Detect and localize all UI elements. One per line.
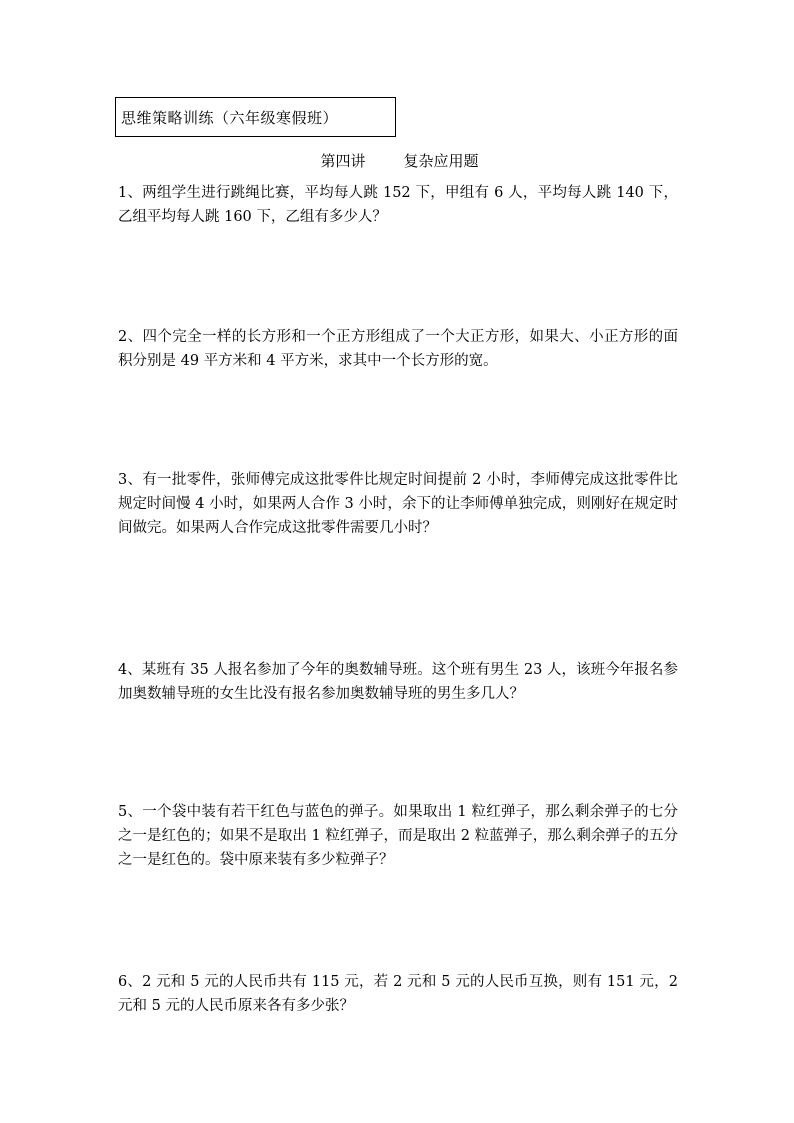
problem-number: 2、 bbox=[118, 329, 143, 345]
problem-text: 四个完全一样的长方形和一个正方形组成了一个大正方形，如果大、小正方形的面积分别是 49 平方米和 4 平方米，求其中一个长方形的宽。 bbox=[118, 329, 678, 369]
problem-text: 某班有 35 人报名参加了今年的奥数辅导班。这个班有男生 23 人，该班今年报名参加奥数辅导班的女生比没有报名参加奥数辅导班的男生多几人？ bbox=[118, 662, 678, 702]
problem-number: 6、 bbox=[118, 974, 143, 990]
problem-3 bbox=[118, 468, 678, 540]
problem-text: 有一批零件，张师傅完成这批零件比规定时间提前 2 小时，李师傅完成这批零件比规定时间慢 4 小时，如果两人合作 3 小时，余下的让李师傅单独完成，则刚好在规定时间做完。如果两人合作完成这批零件需要几小时？ bbox=[118, 472, 678, 536]
problem-1 bbox=[118, 181, 678, 229]
problem-text: 一个袋中装有若干红色与蓝色的弹子。如果取出 1 粒红弹子，那么剩余弹子的七分之一是红色的；如果不是取出 1 粒红弹子，而是取出 2 粒蓝弹子，那么剩余弹子的五分之一是红色的。袋中原来装有多少粒弹子？ bbox=[118, 804, 678, 868]
problem-4 bbox=[118, 658, 678, 706]
problem-6 bbox=[118, 970, 678, 1018]
problem-5 bbox=[118, 800, 678, 872]
problem-number: 4、 bbox=[118, 662, 142, 678]
problem-text: 两组学生进行跳绳比赛，平均每人跳 152 下，甲组有 6 人，平均每人跳 140 下，乙组平均每人跳 160 下，乙组有多少人？ bbox=[118, 185, 678, 225]
lecture-heading bbox=[0, 150, 794, 171]
course-title: 思维策略训练（六年级寒假班） bbox=[121, 108, 339, 127]
problem-number: 5、 bbox=[118, 804, 143, 820]
lecture-topic: 复杂应用题 bbox=[403, 152, 479, 170]
problem-number: 3、 bbox=[118, 472, 143, 488]
problem-2 bbox=[118, 325, 678, 373]
course-title-box bbox=[115, 97, 396, 137]
lecture-number: 第四讲 bbox=[320, 152, 366, 170]
problem-text: 2 元和 5 元的人民币共有 115 元，若 2 元和 5 元的人民币互换，则有 151 元，2 元和 5 元的人民币原来各有多少张？ bbox=[118, 974, 678, 1014]
problem-number: 1、 bbox=[118, 185, 143, 201]
